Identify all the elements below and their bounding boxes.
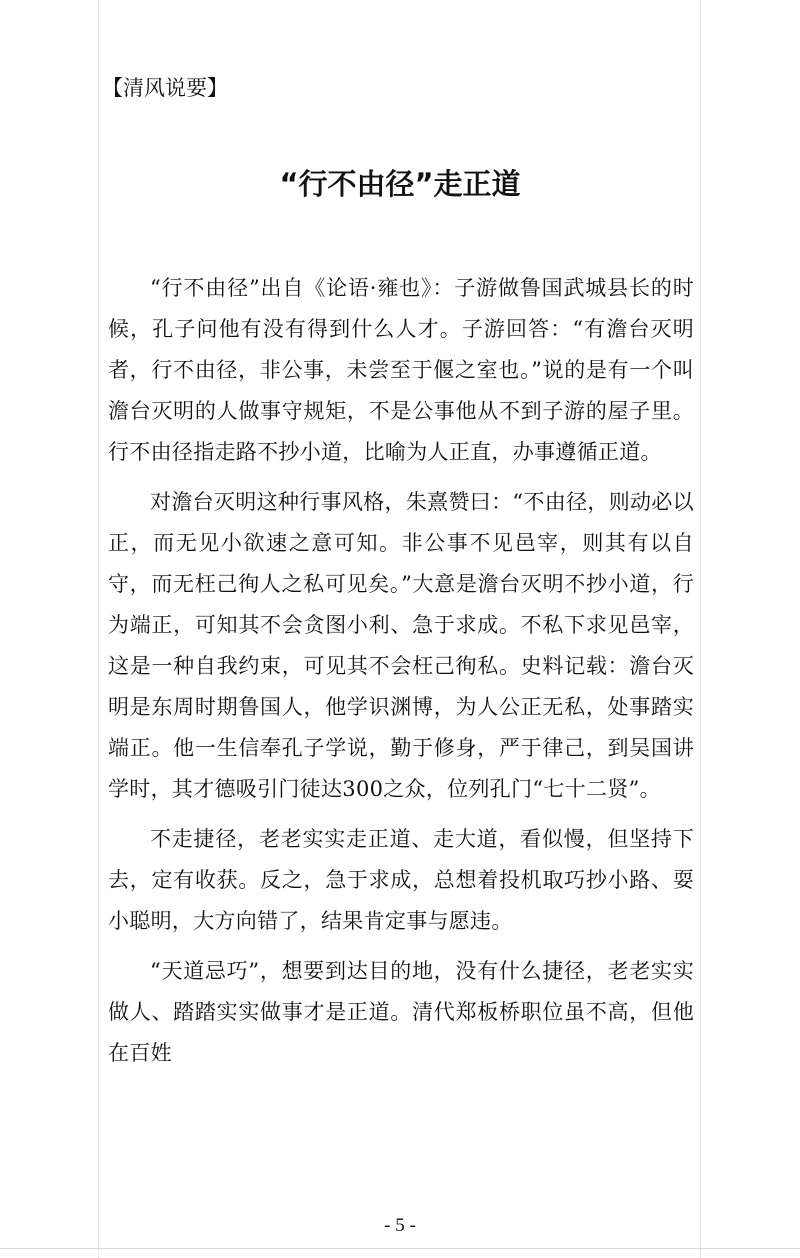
paragraph-2: 对澹台灭明这种行事风格，朱熹赞曰：“不由径，则动必以正，而无见小欲速之意可知。非公事不见邑宰，则其有以自守，而无枉己徇人之私可见矣。”大意是澹台灭明不抄小道，行为端正，可知其不会贪图小利、急于求成。不私下求见邑宰，这是一种自我约束，可见其不会枉己徇私。史料记载：澹台灭明是东周时期鲁国人，他学识渊博，为人公正无私，处事踏实端正。他一生信奉孔子学说，勤于修身，严于律己，到吴国讲学时，其才德吸引门徒达300之众，位列孔门“七十二贤”。 xyxy=(108,490,694,801)
article-body xyxy=(108,268,694,1083)
paragraph-4: “天道忌巧”，想要到达目的地，没有什么捷径，老老实实做人、踏踏实实做事才是正道。清代郑板桥职位虽不高，但他在百姓 xyxy=(108,959,694,1065)
column-tag: 【清风说要】 xyxy=(102,76,228,100)
paragraph-3: 不走捷径，老老实实走正道、走大道，看似慢，但坚持下去，定有收获。反之，急于求成，总想着投机取巧抄小路、耍小聪明，大方向错了，结果肯定事与愿违。 xyxy=(108,827,694,933)
bottom-divider xyxy=(0,1248,800,1249)
paragraph-1: “行不由径”出自《论语·雍也》：子游做鲁国武城县长的时候，孔子问他有没有得到什么人才。子游回答：“有澹台灭明者，行不由径，非公事，未尝至于偃之室也。”说的是有一个叫澹台灭明的人做事守规矩，不是公事他从不到子游的屋子里。行不由径指走路不抄小道，比喻为人正直，办事遵循正道。 xyxy=(108,276,694,464)
page-number: - 5 - xyxy=(384,1215,416,1236)
article-title: “行不由径”走正道 xyxy=(279,167,521,201)
